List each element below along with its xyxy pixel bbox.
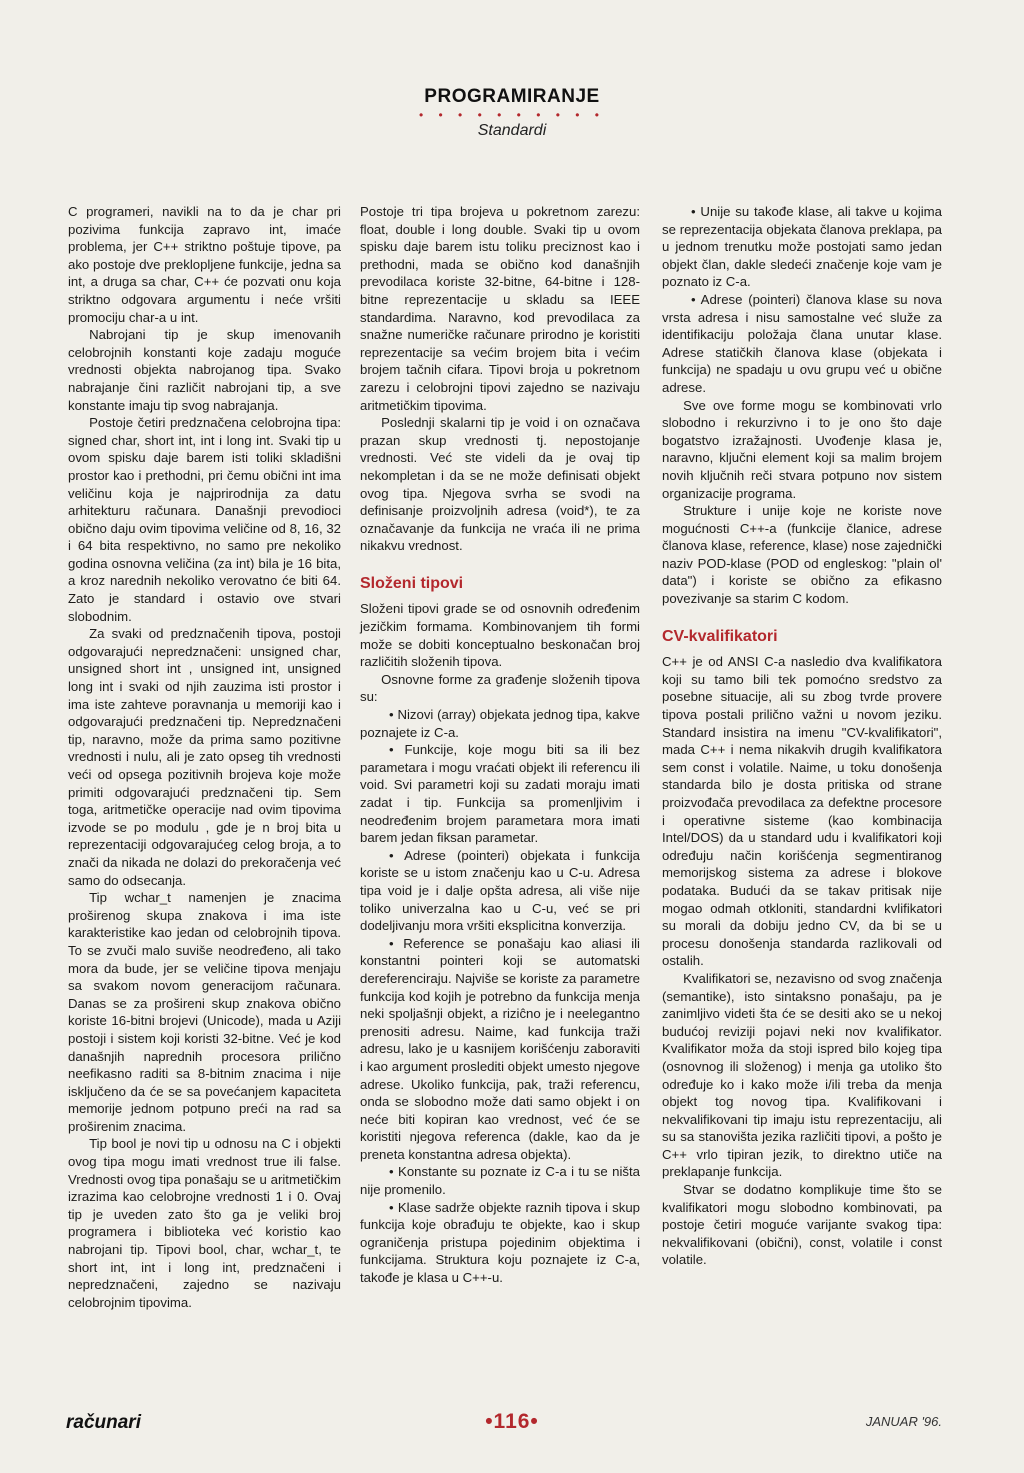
paragraph: Postoje tri tipa brojeva u pokretnom zarezu: float, double i long double. Svaki tip u ovom spisku daje barem istu toliku preciznost kao i prethodni, mada se obično kod današnjih prevodilaca koriste 32-bitne, 64-bitne i 128-bitne reprezentacije u skladu sa IEEE standardima. Naravno, kod prevodilaca za snažne numeričke računare prirodno je koristiti reprezentacije sa većim brojem bita i većim brojem tačnih cifara. Tipovi broja u pokretnom zarezu i celobrojni tipovi zajedno se nazivaju aritmetičkim tipovima. xyxy=(360,204,640,413)
column-2 xyxy=(360,203,640,1287)
issue-date: JANUAR '96. xyxy=(865,1414,942,1429)
paragraph: Složeni tipovi grade se od osnovnih određenim jezičkim formama. Kombinovanjem tih formi može se dobiti konceptualno beskonačan broj različitih složenih tipova. xyxy=(360,601,640,670)
page-footer xyxy=(0,1412,1024,1442)
bullet-item: • Konstante su poznate iz C-a i tu se ništa nije promenilo. xyxy=(360,1164,640,1198)
paragraph: Tip bool je novi tip u odnosu na C i objekti ovog tipa mogu imati vrednost true ili false. Vrednosti ovog tipa ponašaju se u aritmetičkim izrazima kao celobrojne vrednosti 1 i 0. Ovaj tip je uveden zato što ga je veliki broj programera i biblioteka već koristio kao nabrojani tip. Tipovi bool, char, wchar_t, te short int, int i long int, predznačeni i nepredznačeni, zajedno se nazivaju celobrojnim tipovima. xyxy=(68,1136,341,1310)
bullet-item: • Funkcije, koje mogu biti sa ili bez parametara i mogu vraćati objekt ili referencu ili void. Svi parametri koji su zadati moraju imati zadat i tip. Funkcija sa promenljivim i neodređenim brojem parametara mora imati barem jedan fiksan parametar. xyxy=(360,742,640,846)
column-1 xyxy=(68,203,341,1311)
paragraph: Postoje četiri predznačena celobrojna tipa: signed char, short int, int i long int. Svaki tip u ovom spisku daje barem isti toliki skladišni prostor kao i prethodni, pri čemu obični int ima veličinu koja je najprirodnija za datu arhitekturu računara. Današnji prevodioci obično daju ovim tipovima veličine od 8, 16, 32 i 64 bita respektivno, no samo pre nekoliko godina osnovna veličina (za int) bila je 16 bita, a kroz narednih nekoliko verovatno će biti 64. Zato je standard i ostavio ove stvari slobodnim. xyxy=(68,415,341,624)
paragraph: Stvar se dodatno komplikuje time što se kvalifikatori mogu slobodno kombinovati, pa postoje četiri moguće varijante svakog tipa: nekvalifikovani (obični), const, volatile i const volatile. xyxy=(662,1182,942,1268)
section-subtitle: Standardi xyxy=(477,122,547,139)
paragraph: Za svaki od predznačenih tipova, postoji odgovarajući nepredznačeni: unsigned char, unsigned short int , unsigned int, unsigned long int i svaki od njih zauzima isti prostor i ima iste zahteve poravnanja u memoriji kao i odgovarajući predznačeni tip. Nepredznačeni tip, naravno, može da prima samo pozitivne vrednosti i nulu, ali je zato opseg tih vrednosti veći od opsega pozitivnih brojeva koje može primiti odgovarajući predznačeni tip. Sem toga, aritmetičke operacije nad ovim tipovima izvode se po modulu , gde je n broj bita u reprezentaciji odgovarajućeg celog broja, a to znači da nikada ne dolazi do prekoračenja već samo do odsecanja. xyxy=(68,626,341,888)
paragraph: Strukture i unije koje ne koriste nove mogućnosti C++-a (funkcije članice, adrese članova klase, reference, klase) nose zajednički naziv POD-klase (POD od engleskog: "plain ol' data") i koriste se obično za efikasno povezivanje sa starim C kodom. xyxy=(662,503,942,607)
bullet-item: • Nizovi (array) objekata jednog tipa, kakve poznajete iz C-a. xyxy=(360,707,640,740)
page-header xyxy=(0,86,1024,140)
heading-slozeni-tipovi: Složeni tipovi xyxy=(360,574,464,592)
bullet-item: • Adrese (pointeri) članova klase su nova vrsta adresa i nisu samostalne već služe za identifikaciju položaja člana unutar klase. Adrese statičkih članova klase (objekata i funkcija) ne spadaju u ovu grupu već u obične adrese. xyxy=(662,291,942,395)
header-dots: • • • • • • • • • • xyxy=(418,108,606,122)
paragraph: Kvalifikatori se, nezavisno od svog značenja (semantike), isto sintaksno ponašaju, pa je zanimljivo videti šta će se desiti ako se u nekoj budućoj reviziji pojavi neki nov kvalifikator. Kvalifikator moža da stoji ispred bilo kojeg tipa (osnovnog ili složenog) i menja ga utoliko što određuje ko i kako može i/ili treba da menja objekt tog novog tipa. Kvalifikovani i nekvalifikovani tip imaju istu reprezentaciju, ali su sa stanovišta jezika različiti tipovi, a pošto je C++ vrlo tipiran jezik, to direktno utiče na preklapanje funkcija. xyxy=(662,970,942,1180)
column-3 xyxy=(662,203,942,1269)
paragraph: Sve ove forme mogu se kombinovati vrlo slobodno i rekurzivno i to je ono što daje bogatstvo izražajnosti. Uvođenje klasa je, naravno, ključni element koji sa malim brojem novih ključnih reči stvara potpuno nov sistem organizacije programa. xyxy=(662,397,942,501)
bullet-item: • Reference se ponašaju kao aliasi ili konstantni pointeri koji se automatski dereferenciraju. Najviše se koriste za parametre funkcija kod kojih je potrebno da funkcija menja neki spoljašnji objekt, a riziĉno je i neelegantno prenositi adresu. Naime, kad funkcija traži adresu, lako je u kasnijem korišćenju zaboraviti i kao argument proslediti objekt umesto njegove adrese. Ukoliko funkcija, pak, traži referencu, onda se slobodno može dati samo objekt i on neće biti kopiran kao vrednost, već će se koristiti njegova referenca (dakle, kao da je preneta konstantna adresa objekta). xyxy=(360,935,640,1162)
paragraph: Poslednji skalarni tip je void i on označava prazan skup vrednosti tj. nepostojanje vrednosti. Već ste videli da je ovaj tip nekompletan i da se ne može definisati objekt ovog tipa. Njegova svrha se svodi na definisanje proizvoljnih adresa (void*), te za označavanje da funkcija ne vraća ili ne prima nikakvu vrednost. xyxy=(360,415,640,554)
paragraph: Tip wchar_t namenjen je znacima proširenog skupa znakova i ima iste karakteristike kao jedan od celobrojnih tipova. To se zvuči malo suviše neodređeno, ali tako mora da bude, jer se veličine tipova menjaju sa svakom novom generacijom računara. Danas se za prošireni skup znakova obično koriste 16-bitni brojevi (Unicode), mada u Aziji postoji i sistem koji koristi 32-bitne. Već je kod današnjih naprednih procesora prilično neefikasno raditi sa 8-bitnim znacima i nije isključeno da će se sa povećanjem kapaciteta memorije jednom potpuno preći na rad sa proširenim znacima. xyxy=(68,890,341,1134)
bullet-item: • Klase sadrže objekte raznih tipova i skup funkcija koje obrađuju te objekte, kao i skup ograničenja pristupa pojedinim objektima i funkcijama. Struktura koju poznajete iz C-a, takođe je klasa u C++-u. xyxy=(360,1199,640,1286)
paragraph: C++ je od ANSI C-a nasledio dva kvalifikatora koji su tamo bili tek pomoćno sredstvo za posebne situacije, ali su zbog tvrde provere tipova postali prilično važni u novom jeziku. Standard insistira na imenu "CV-kvalifikatori", mada C++ i nema nikakvih drugih kvalifikatora sem const i volatile. Naime, u toku donošenja standarda bilo je dosta pritiska od strane proizvođača prevodilaca za defektne procesore i operativne sisteme (kao kombinacija Intel/DOS) da u standard udu i kvalifikatori koji određuju način korišćenja segmentiranog memorijskog sistema za adrese i blokove podataka. Budući da se takav pritisak nije mogao odmah otkloniti, standardni kvlifikatori su morali da dobiju jedno CV, da bi se u procesu donošenja standarda razlikovali od ostalih. xyxy=(662,654,942,969)
section-title: PROGRAMIRANJE xyxy=(424,86,600,107)
bullet-item: • Adrese (pointeri) objekata i funkcija koriste se u istom značenju kao u C-u. Adresa tipa void je i dalje opšta adresa, ali više nije toliko univerzalna kao u C-u, već se pri dodeljivanju mora vršiti eksplicitna konverzija. xyxy=(360,847,640,934)
page-number: •116• xyxy=(485,1410,539,1433)
heading-cv-kvalifikatori: CV-kvalifikatori xyxy=(662,627,778,645)
paragraph: Nabrojani tip je skup imenovanih celobrojnih konstanti koje zadaju moguće vrednosti objekta nabrojanog tipa. Svako nabrajanje čini različit nabrojani tip, a sve konstante imaju tip svog nabrajanja. xyxy=(68,327,341,413)
bullet-item: • Unije su takođe klase, ali takve u kojima se reprezentacija objekata članova preklapa, pa u jednom trenutku može postojati samo jedan objekt član, dakle sledeći značenje koje vam je poznato iz C-a. xyxy=(662,204,942,290)
magazine-logo: računari xyxy=(66,1412,141,1433)
paragraph: Osnovne forme za građenje složenih tipova su: xyxy=(360,671,640,705)
paragraph: C programeri, navikli na to da je char pri pozivima funkcija zapravo int, imaće problema, jer C++ striktno poštuje tipove, pa ako postoje dve preklopljene funkcije, jedna sa int, a druga sa char, C++ će pozvati onu koja striktno odgovara argumentu i neće vršiti promociju char-a u int. xyxy=(68,204,341,325)
